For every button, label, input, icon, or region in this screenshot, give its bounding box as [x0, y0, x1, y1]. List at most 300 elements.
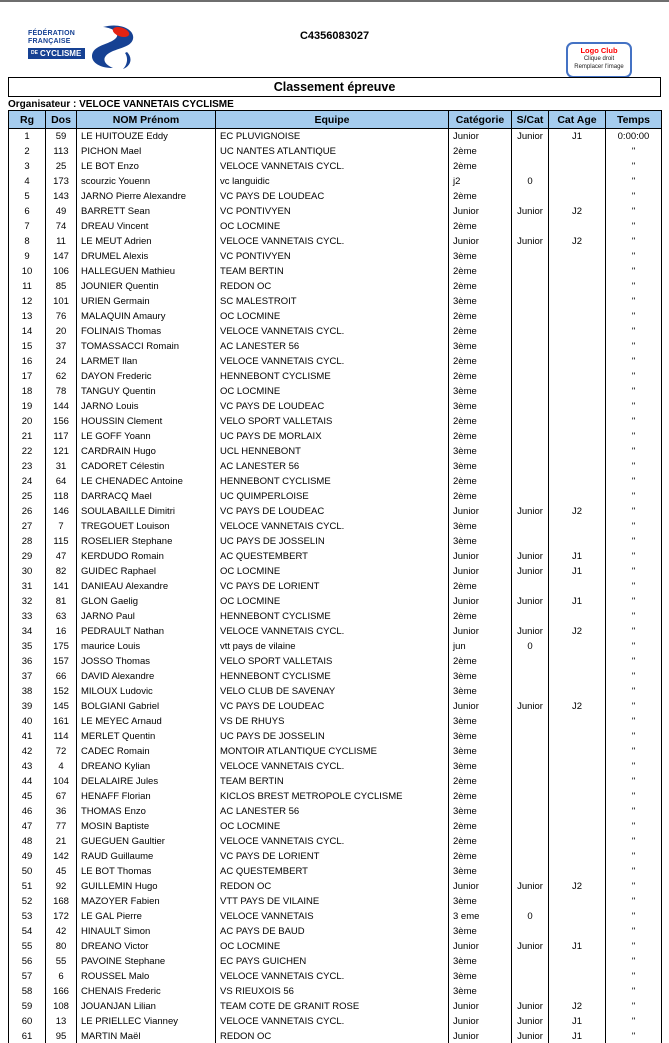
table-row [9, 639, 662, 654]
cell-subcat [512, 969, 549, 984]
cell-bib: 63 [46, 609, 77, 624]
cell-category: Junior [449, 624, 512, 639]
cell-rank: 61 [9, 1029, 46, 1043]
cell-team: VELOCE VANNETAIS CYCL. [216, 159, 449, 174]
cell-name: LE HUITOUZE Eddy [77, 129, 216, 145]
cell-name: LE GOFF Yoann [77, 429, 216, 444]
cell-bib: 141 [46, 579, 77, 594]
cell-category: 3ème [449, 924, 512, 939]
cell-name: MERLET Quentin [77, 729, 216, 744]
cell-name: LE BOT Enzo [77, 159, 216, 174]
cell-time: " [606, 834, 662, 849]
cell-team: OC LOCMINE [216, 309, 449, 324]
cell-bib: 55 [46, 954, 77, 969]
cell-team: VELOCE VANNETAIS CYCL. [216, 759, 449, 774]
cell-name: CADORET Célestin [77, 459, 216, 474]
cell-name: DELALAIRE Jules [77, 774, 216, 789]
table-row [9, 489, 662, 504]
cell-name: LE MEYEC Arnaud [77, 714, 216, 729]
table-row [9, 744, 662, 759]
cell-agecat [549, 714, 606, 729]
table-row [9, 864, 662, 879]
cell-time: " [606, 534, 662, 549]
cell-category: 2ème [449, 189, 512, 204]
cell-category: 3ème [449, 399, 512, 414]
cell-agecat [549, 864, 606, 879]
table-row [9, 879, 662, 894]
cell-time: " [606, 939, 662, 954]
cell-agecat: J2 [549, 999, 606, 1014]
cell-bib: 172 [46, 909, 77, 924]
cell-rank: 7 [9, 219, 46, 234]
cell-rank: 33 [9, 609, 46, 624]
cell-team: VS DE RHUYS [216, 714, 449, 729]
cell-subcat: Junior [512, 699, 549, 714]
cell-subcat [512, 579, 549, 594]
cell-subcat [512, 519, 549, 534]
table-row [9, 129, 662, 145]
cell-agecat [549, 489, 606, 504]
cell-team: VELOCE VANNETAIS [216, 909, 449, 924]
cell-agecat [549, 399, 606, 414]
cell-agecat [549, 474, 606, 489]
cell-bib: 147 [46, 249, 77, 264]
cell-time: " [606, 654, 662, 669]
table-row [9, 309, 662, 324]
cell-time: " [606, 504, 662, 519]
cell-agecat [549, 384, 606, 399]
cell-name: CHENAIS Frederic [77, 984, 216, 999]
logo-club-line1: Clique droit [583, 56, 615, 62]
table-row [9, 504, 662, 519]
cell-time: " [606, 759, 662, 774]
cell-bib: 76 [46, 309, 77, 324]
cell-subcat [512, 924, 549, 939]
table-row [9, 264, 662, 279]
cell-name: PICHON Mael [77, 144, 216, 159]
cell-name: DRUMEL Alexis [77, 249, 216, 264]
cell-category: 3ème [449, 804, 512, 819]
cell-team: VELOCE VANNETAIS CYCL. [216, 234, 449, 249]
cell-agecat [549, 264, 606, 279]
cell-name: LARMET Ilan [77, 354, 216, 369]
cell-agecat: J1 [549, 564, 606, 579]
table-row [9, 384, 662, 399]
cell-team: HENNEBONT CYCLISME [216, 609, 449, 624]
cell-team: VELOCE VANNETAIS CYCL. [216, 969, 449, 984]
cell-subcat [512, 324, 549, 339]
cell-time: " [606, 804, 662, 819]
cell-name: scourzic Youenn [77, 174, 216, 189]
cell-subcat [512, 414, 549, 429]
cell-subcat [512, 984, 549, 999]
cell-team: VC PONTIVYEN [216, 204, 449, 219]
cell-agecat [549, 639, 606, 654]
table-row [9, 279, 662, 294]
cell-bib: 31 [46, 459, 77, 474]
cell-time: " [606, 234, 662, 249]
cell-category: 3ème [449, 249, 512, 264]
table-row [9, 609, 662, 624]
cell-category: j2 [449, 174, 512, 189]
cell-category: Junior [449, 1029, 512, 1043]
cell-time: " [606, 879, 662, 894]
cell-name: DREANO Kylian [77, 759, 216, 774]
cell-agecat [549, 444, 606, 459]
cell-time: " [606, 189, 662, 204]
cell-category: 2ème [449, 789, 512, 804]
cell-rank: 23 [9, 459, 46, 474]
cell-bib: 108 [46, 999, 77, 1014]
cell-agecat [549, 729, 606, 744]
cell-category: 3ème [449, 339, 512, 354]
cell-time: " [606, 924, 662, 939]
col-header-team: Equipe [216, 111, 449, 129]
table-row [9, 414, 662, 429]
table-row [9, 519, 662, 534]
cell-name: URIEN Germain [77, 294, 216, 309]
cell-category: 2ème [449, 324, 512, 339]
table-row [9, 429, 662, 444]
cell-name: DAYON Frederic [77, 369, 216, 384]
cell-subcat: 0 [512, 639, 549, 654]
cell-bib: 77 [46, 819, 77, 834]
cell-name: BARRETT Sean [77, 204, 216, 219]
cell-rank: 36 [9, 654, 46, 669]
cell-category: 3ème [449, 969, 512, 984]
cell-rank: 29 [9, 549, 46, 564]
cell-subcat [512, 744, 549, 759]
table-row [9, 849, 662, 864]
cell-time: " [606, 894, 662, 909]
cell-subcat [512, 369, 549, 384]
table-row [9, 174, 662, 189]
cell-bib: 64 [46, 474, 77, 489]
cell-category: 3ème [449, 759, 512, 774]
cell-agecat: J1 [549, 594, 606, 609]
cell-name: LE GAL Pierre [77, 909, 216, 924]
header-row [9, 111, 662, 129]
cell-bib: 161 [46, 714, 77, 729]
cell-category: 3 eme [449, 909, 512, 924]
cell-rank: 19 [9, 399, 46, 414]
cell-agecat [549, 894, 606, 909]
cell-name: FOLINAIS Thomas [77, 324, 216, 339]
table-row [9, 984, 662, 999]
cell-subcat: Junior [512, 549, 549, 564]
cell-subcat [512, 384, 549, 399]
cell-time: " [606, 144, 662, 159]
cell-rank: 20 [9, 414, 46, 429]
cell-subcat: Junior [512, 939, 549, 954]
cell-team: UC NANTES ATLANTIQUE [216, 144, 449, 159]
cell-team: VTT PAYS DE VILAINE [216, 894, 449, 909]
cell-subcat [512, 729, 549, 744]
table-row [9, 579, 662, 594]
cell-subcat [512, 774, 549, 789]
cell-time: " [606, 399, 662, 414]
cell-category: Junior [449, 234, 512, 249]
cell-agecat [549, 189, 606, 204]
cell-agecat [549, 414, 606, 429]
cell-team: REDON OC [216, 279, 449, 294]
cell-agecat [549, 834, 606, 849]
cell-subcat [512, 159, 549, 174]
cell-subcat [512, 294, 549, 309]
cell-bib: 114 [46, 729, 77, 744]
cell-rank: 10 [9, 264, 46, 279]
cell-time: " [606, 669, 662, 684]
table-row [9, 999, 662, 1014]
cell-subcat [512, 819, 549, 834]
cell-bib: 157 [46, 654, 77, 669]
cell-name: MARTIN Maël [77, 1029, 216, 1043]
cell-bib: 143 [46, 189, 77, 204]
cell-category: 2ème [449, 474, 512, 489]
table-row [9, 594, 662, 609]
cell-agecat [549, 684, 606, 699]
cell-team: VC PAYS DE LOUDEAC [216, 504, 449, 519]
results-table-header [9, 111, 662, 129]
cell-name: TANGUY Quentin [77, 384, 216, 399]
cell-agecat [549, 789, 606, 804]
cell-subcat [512, 804, 549, 819]
cell-category: 3ème [449, 744, 512, 759]
cell-subcat [512, 654, 549, 669]
cell-time: " [606, 279, 662, 294]
cell-agecat: J2 [549, 699, 606, 714]
cell-category: 2ème [449, 819, 512, 834]
cell-agecat [549, 459, 606, 474]
cell-name: PAVOINE Stephane [77, 954, 216, 969]
cell-category: 3ème [449, 519, 512, 534]
cell-category: Junior [449, 504, 512, 519]
cell-subcat: Junior [512, 879, 549, 894]
cell-name: MOSIN Baptiste [77, 819, 216, 834]
table-row [9, 354, 662, 369]
cell-team: VELO SPORT VALLETAIS [216, 414, 449, 429]
cell-subcat [512, 189, 549, 204]
cell-time: " [606, 414, 662, 429]
col-header-bib: Dos [46, 111, 77, 129]
cell-team: SC MALESTROIT [216, 294, 449, 309]
document-code: C4356083027 [299, 30, 370, 42]
cell-time: " [606, 624, 662, 639]
window-top-edge [0, 0, 669, 2]
cell-time: " [606, 309, 662, 324]
cell-bib: 72 [46, 744, 77, 759]
cell-agecat [549, 924, 606, 939]
cell-bib: 45 [46, 864, 77, 879]
cell-team: HENNEBONT CYCLISME [216, 474, 449, 489]
cell-rank: 14 [9, 324, 46, 339]
cell-team: HENNEBONT CYCLISME [216, 369, 449, 384]
table-row [9, 204, 662, 219]
cell-rank: 15 [9, 339, 46, 354]
cell-team: VELOCE VANNETAIS CYCL. [216, 1014, 449, 1029]
table-row [9, 714, 662, 729]
cell-rank: 48 [9, 834, 46, 849]
cell-bib: 104 [46, 774, 77, 789]
cell-bib: 81 [46, 594, 77, 609]
col-header-subcat: S/Cat [512, 111, 549, 129]
cell-rank: 16 [9, 354, 46, 369]
cell-name: DARRACQ Mael [77, 489, 216, 504]
cell-bib: 47 [46, 549, 77, 564]
table-row [9, 159, 662, 174]
cell-time: " [606, 774, 662, 789]
table-row [9, 804, 662, 819]
cell-rank: 9 [9, 249, 46, 264]
cell-subcat: Junior [512, 1014, 549, 1029]
cell-agecat [549, 654, 606, 669]
table-row [9, 324, 662, 339]
cell-rank: 1 [9, 129, 46, 145]
cell-agecat [549, 759, 606, 774]
table-row [9, 339, 662, 354]
cell-team: VELOCE VANNETAIS CYCL. [216, 354, 449, 369]
cell-team: OC LOCMINE [216, 219, 449, 234]
cell-team: EC PAYS GUICHEN [216, 954, 449, 969]
cell-time: " [606, 444, 662, 459]
cell-team: VC PAYS DE LORIENT [216, 579, 449, 594]
cell-subcat [512, 789, 549, 804]
cell-name: HALLEGUEN Mathieu [77, 264, 216, 279]
cell-team: HENNEBONT CYCLISME [216, 669, 449, 684]
cell-subcat [512, 219, 549, 234]
cell-subcat [512, 714, 549, 729]
cell-category: 2ème [449, 414, 512, 429]
table-row [9, 894, 662, 909]
cell-team: KICLOS BREST METROPOLE CYCLISME [216, 789, 449, 804]
cell-agecat [549, 354, 606, 369]
cell-name: LE MEUT Adrien [77, 234, 216, 249]
cell-subcat: Junior [512, 204, 549, 219]
cell-agecat [549, 669, 606, 684]
cell-rank: 54 [9, 924, 46, 939]
table-row [9, 549, 662, 564]
cell-subcat [512, 399, 549, 414]
cell-rank: 11 [9, 279, 46, 294]
cell-bib: 7 [46, 519, 77, 534]
cell-category: 2ème [449, 429, 512, 444]
cell-category: 3ème [449, 954, 512, 969]
cell-subcat: Junior [512, 1029, 549, 1043]
cell-bib: 20 [46, 324, 77, 339]
cell-rank: 51 [9, 879, 46, 894]
cell-category: 2ème [449, 309, 512, 324]
table-row [9, 759, 662, 774]
table-row [9, 669, 662, 684]
cell-bib: 74 [46, 219, 77, 234]
cell-bib: 49 [46, 204, 77, 219]
cell-rank: 50 [9, 864, 46, 879]
cell-category: 3ème [449, 984, 512, 999]
table-row [9, 699, 662, 714]
cell-subcat: Junior [512, 564, 549, 579]
cell-name: HINAULT Simon [77, 924, 216, 939]
cell-team: REDON OC [216, 879, 449, 894]
cell-bib: 118 [46, 489, 77, 504]
cell-name: ROUSSEL Malo [77, 969, 216, 984]
cell-name: JOUNIER Quentin [77, 279, 216, 294]
cell-rank: 8 [9, 234, 46, 249]
cell-agecat [549, 369, 606, 384]
ffc-logo-line2: FRANÇAISE [28, 38, 71, 45]
cell-team: AC LANESTER 56 [216, 459, 449, 474]
cell-agecat [549, 429, 606, 444]
cell-category: 2ème [449, 774, 512, 789]
cell-name: TOMASSACCI Romain [77, 339, 216, 354]
cell-bib: 92 [46, 879, 77, 894]
cell-subcat: Junior [512, 624, 549, 639]
cell-team: AC QUESTEMBERT [216, 549, 449, 564]
ffc-logo-line1: FÉDÉRATION [28, 30, 75, 37]
cell-bib: 66 [46, 669, 77, 684]
table-row [9, 399, 662, 414]
cell-rank: 31 [9, 579, 46, 594]
cell-subcat [512, 834, 549, 849]
cell-team: OC LOCMINE [216, 819, 449, 834]
cell-time: " [606, 1014, 662, 1029]
cell-bib: 25 [46, 159, 77, 174]
cell-subcat [512, 609, 549, 624]
cell-rank: 53 [9, 909, 46, 924]
cell-bib: 115 [46, 534, 77, 549]
cell-agecat: J1 [549, 1029, 606, 1043]
cell-name: GUIDEC Raphael [77, 564, 216, 579]
cell-category: 2ème [449, 264, 512, 279]
cell-name: KERDUDO Romain [77, 549, 216, 564]
cell-bib: 78 [46, 384, 77, 399]
cell-name: DANIEAU Alexandre [77, 579, 216, 594]
cell-rank: 41 [9, 729, 46, 744]
cell-agecat [549, 579, 606, 594]
logo-club-placeholder[interactable] [566, 42, 632, 78]
cell-time: " [606, 564, 662, 579]
cell-rank: 5 [9, 189, 46, 204]
cell-time: " [606, 339, 662, 354]
cell-category: Junior [449, 564, 512, 579]
table-row [9, 624, 662, 639]
table-row [9, 834, 662, 849]
cell-subcat [512, 864, 549, 879]
table-row [9, 534, 662, 549]
cell-name: CADEC Romain [77, 744, 216, 759]
cell-category: 3ème [449, 459, 512, 474]
cell-team: AC PAYS DE BAUD [216, 924, 449, 939]
cell-time: " [606, 714, 662, 729]
cell-name: JARNO Pierre Alexandre [77, 189, 216, 204]
cell-rank: 43 [9, 759, 46, 774]
cell-time: " [606, 204, 662, 219]
table-row [9, 684, 662, 699]
cell-category: 3ème [449, 444, 512, 459]
cell-subcat [512, 144, 549, 159]
cell-team: VELOCE VANNETAIS CYCL. [216, 624, 449, 639]
cell-rank: 45 [9, 789, 46, 804]
cell-name: JOSSO Thomas [77, 654, 216, 669]
cell-rank: 56 [9, 954, 46, 969]
cell-category: 3ème [449, 729, 512, 744]
cell-category: 3ème [449, 894, 512, 909]
col-header-name: NOM Prénom [77, 111, 216, 129]
cell-category: Junior [449, 699, 512, 714]
cell-bib: 106 [46, 264, 77, 279]
cell-team: MONTOIR ATLANTIQUE CYCLISME [216, 744, 449, 759]
cell-subcat [512, 279, 549, 294]
cell-team: OC LOCMINE [216, 564, 449, 579]
